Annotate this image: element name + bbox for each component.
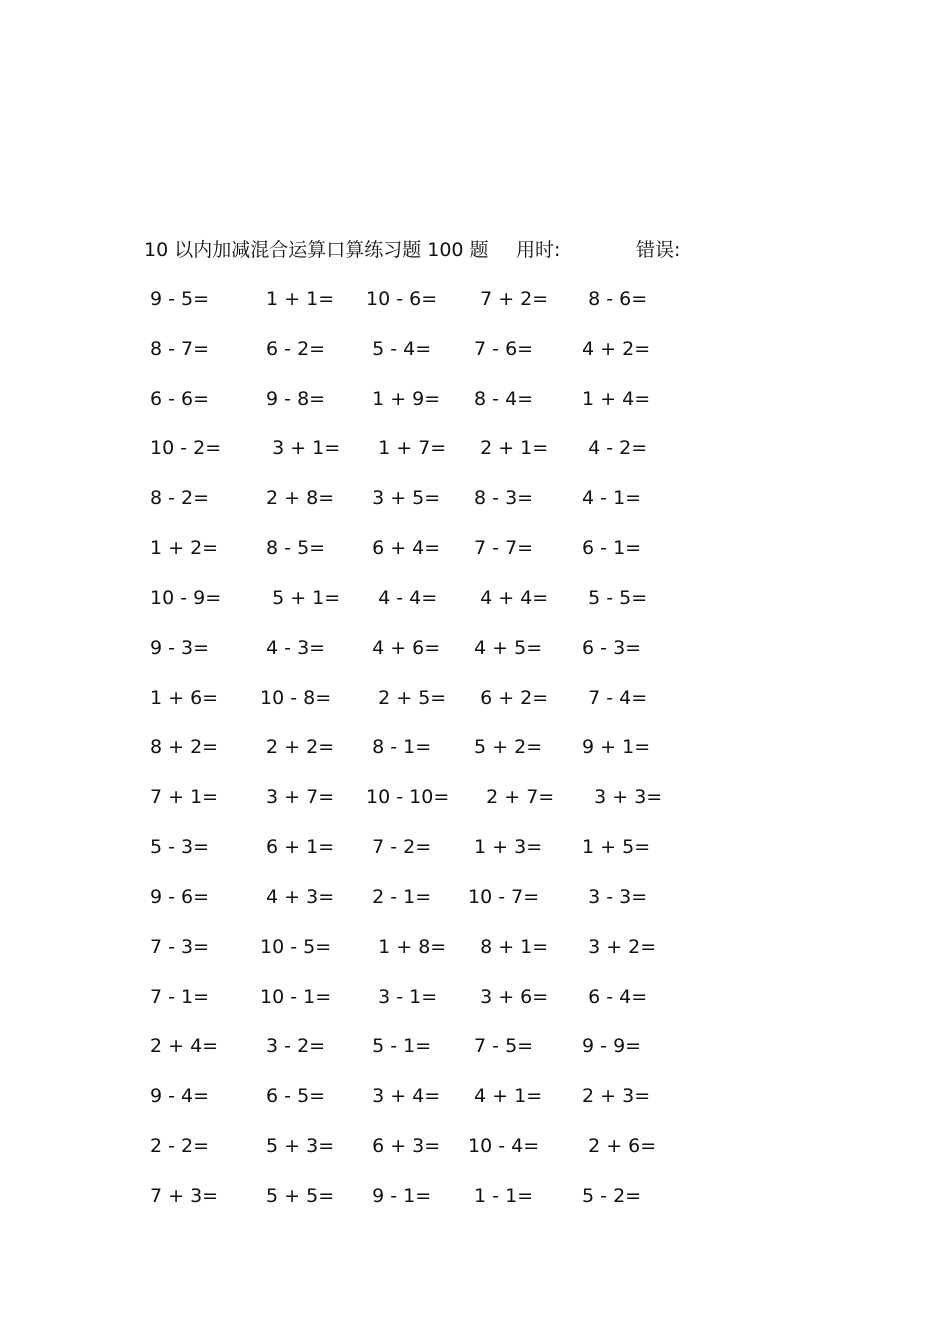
arithmetic-problem: 4 - 3= xyxy=(260,636,326,659)
arithmetic-problem: 1 + 7= xyxy=(360,437,447,460)
arithmetic-problem: 6 - 6= xyxy=(150,387,210,410)
arithmetic-problem: 7 + 1= xyxy=(150,786,219,809)
arithmetic-problem: 5 + 5= xyxy=(260,1184,335,1207)
arithmetic-problem: 9 - 3= xyxy=(150,636,210,659)
arithmetic-problem: 7 + 2= xyxy=(468,288,549,310)
worksheet-header xyxy=(0,236,950,264)
arithmetic-problem: 1 + 1= xyxy=(260,288,335,310)
arithmetic-problem: 8 - 4= xyxy=(468,387,534,410)
problem-row xyxy=(144,880,704,930)
arithmetic-problem: 3 - 1= xyxy=(360,985,438,1008)
arithmetic-problem: 4 + 1= xyxy=(468,1085,543,1108)
arithmetic-problem: 3 + 4= xyxy=(360,1085,441,1108)
arithmetic-problem: 3 - 3= xyxy=(576,885,648,908)
arithmetic-problem: 5 - 5= xyxy=(576,586,648,609)
arithmetic-problem: 8 + 1= xyxy=(468,935,549,958)
arithmetic-problem: 2 - 1= xyxy=(360,885,432,908)
arithmetic-problem: 3 + 2= xyxy=(576,935,657,958)
arithmetic-problem: 5 + 1= xyxy=(260,586,341,609)
arithmetic-problem: 9 - 4= xyxy=(150,1085,210,1108)
arithmetic-problem: 8 - 1= xyxy=(360,736,432,759)
arithmetic-problem: 7 - 6= xyxy=(468,337,534,360)
arithmetic-problem: 2 + 2= xyxy=(260,736,335,759)
arithmetic-problem: 5 - 2= xyxy=(576,1184,642,1207)
arithmetic-problem: 9 - 6= xyxy=(150,885,210,908)
arithmetic-problem: 7 - 3= xyxy=(150,935,210,958)
arithmetic-problem: 5 - 1= xyxy=(360,1035,432,1058)
arithmetic-problem: 3 - 2= xyxy=(260,1035,326,1058)
problem-row xyxy=(144,1179,704,1229)
problem-row xyxy=(144,830,704,880)
arithmetic-problem: 4 - 4= xyxy=(360,586,438,609)
arithmetic-problem: 1 - 1= xyxy=(468,1184,534,1207)
arithmetic-problem: 1 + 3= xyxy=(468,836,543,859)
arithmetic-problem: 8 - 2= xyxy=(150,487,210,510)
problem-row xyxy=(144,681,704,731)
arithmetic-problem: 1 + 6= xyxy=(150,686,219,709)
arithmetic-problem: 6 - 4= xyxy=(576,985,648,1008)
problem-row xyxy=(144,581,704,631)
arithmetic-problem: 6 + 4= xyxy=(360,537,441,560)
arithmetic-problem: 2 - 2= xyxy=(150,1135,210,1158)
arithmetic-problem: 7 - 4= xyxy=(576,686,648,709)
worksheet-title: 10 以内加减混合运算口算练习题 100 题 xyxy=(144,239,489,261)
problem-row xyxy=(144,282,704,332)
arithmetic-problem: 5 - 3= xyxy=(150,836,210,859)
problem-row xyxy=(144,730,704,780)
arithmetic-problem: 2 + 5= xyxy=(360,686,447,709)
arithmetic-problem: 2 + 1= xyxy=(468,437,549,460)
arithmetic-problem: 5 - 4= xyxy=(360,337,432,360)
arithmetic-problem: 2 + 4= xyxy=(150,1035,219,1058)
arithmetic-problem: 10 - 6= xyxy=(360,288,438,310)
problem-row xyxy=(144,1129,704,1179)
arithmetic-problem: 3 + 5= xyxy=(360,487,441,510)
arithmetic-problem: 8 + 2= xyxy=(150,736,219,759)
arithmetic-problem: 6 + 2= xyxy=(468,686,549,709)
arithmetic-problem: 10 - 2= xyxy=(150,437,222,460)
arithmetic-problem: 9 - 9= xyxy=(576,1035,642,1058)
arithmetic-problem: 4 + 2= xyxy=(576,337,651,360)
arithmetic-problem: 6 + 3= xyxy=(360,1135,441,1158)
arithmetic-problem: 8 - 3= xyxy=(468,487,534,510)
problem-row xyxy=(144,980,704,1030)
arithmetic-problem: 9 - 8= xyxy=(260,387,326,410)
time-used-label: 用时: xyxy=(516,239,561,261)
problem-row xyxy=(144,481,704,531)
arithmetic-problem: 6 - 5= xyxy=(260,1085,326,1108)
arithmetic-problem: 9 - 5= xyxy=(150,288,210,310)
problem-row xyxy=(144,1079,704,1129)
problem-row xyxy=(144,930,704,980)
arithmetic-problem: 10 - 8= xyxy=(260,686,332,709)
problem-row xyxy=(144,531,704,581)
arithmetic-problem: 6 - 3= xyxy=(576,636,642,659)
arithmetic-problem: 10 - 7= xyxy=(468,885,540,908)
problem-row xyxy=(144,780,704,830)
problem-row xyxy=(144,631,704,681)
arithmetic-problem: 4 + 4= xyxy=(468,586,549,609)
arithmetic-problem: 4 - 2= xyxy=(576,437,648,460)
arithmetic-problem: 10 - 1= xyxy=(260,985,332,1008)
arithmetic-problem: 3 + 7= xyxy=(260,786,335,809)
arithmetic-problem: 7 - 5= xyxy=(468,1035,534,1058)
arithmetic-problem: 8 - 7= xyxy=(150,337,210,360)
arithmetic-problem: 8 - 6= xyxy=(576,288,648,310)
errors-label: 错误: xyxy=(636,239,681,261)
arithmetic-problem: 4 + 5= xyxy=(468,636,543,659)
arithmetic-problem: 2 + 3= xyxy=(576,1085,651,1108)
arithmetic-problem: 7 + 3= xyxy=(150,1184,219,1207)
arithmetic-problem: 1 + 5= xyxy=(576,836,651,859)
arithmetic-problem: 6 - 1= xyxy=(576,537,642,560)
arithmetic-problem: 10 - 10= xyxy=(360,786,450,809)
arithmetic-problem: 4 - 1= xyxy=(576,487,642,510)
arithmetic-problem: 9 + 1= xyxy=(576,736,651,759)
arithmetic-problem: 2 + 7= xyxy=(468,786,555,809)
arithmetic-problem: 1 + 2= xyxy=(150,537,219,560)
arithmetic-problem: 10 - 5= xyxy=(260,935,332,958)
arithmetic-problem: 6 + 1= xyxy=(260,836,335,859)
arithmetic-problem: 1 + 4= xyxy=(576,387,651,410)
problem-row xyxy=(144,332,704,382)
arithmetic-problem: 5 + 2= xyxy=(468,736,543,759)
problem-row xyxy=(144,382,704,432)
arithmetic-problem: 4 + 6= xyxy=(360,636,441,659)
problem-row xyxy=(144,431,704,481)
arithmetic-problem: 7 - 2= xyxy=(360,836,432,859)
arithmetic-problem: 2 + 8= xyxy=(260,487,335,510)
problem-grid xyxy=(144,282,704,1229)
arithmetic-problem: 1 + 9= xyxy=(360,387,441,410)
arithmetic-problem: 3 + 1= xyxy=(260,437,341,460)
arithmetic-problem: 5 + 3= xyxy=(260,1135,335,1158)
arithmetic-problem: 8 - 5= xyxy=(260,537,326,560)
arithmetic-problem: 7 - 1= xyxy=(150,985,210,1008)
arithmetic-problem: 10 - 9= xyxy=(150,586,222,609)
arithmetic-problem: 9 - 1= xyxy=(360,1184,432,1207)
arithmetic-problem: 4 + 3= xyxy=(260,885,335,908)
arithmetic-problem: 3 + 3= xyxy=(576,786,663,809)
arithmetic-problem: 7 - 7= xyxy=(468,537,534,560)
arithmetic-problem: 6 - 2= xyxy=(260,337,326,360)
arithmetic-problem: 3 + 6= xyxy=(468,985,549,1008)
problem-row xyxy=(144,1029,704,1079)
arithmetic-problem: 1 + 8= xyxy=(360,935,447,958)
arithmetic-problem: 2 + 6= xyxy=(576,1135,657,1158)
arithmetic-problem: 10 - 4= xyxy=(468,1135,540,1158)
